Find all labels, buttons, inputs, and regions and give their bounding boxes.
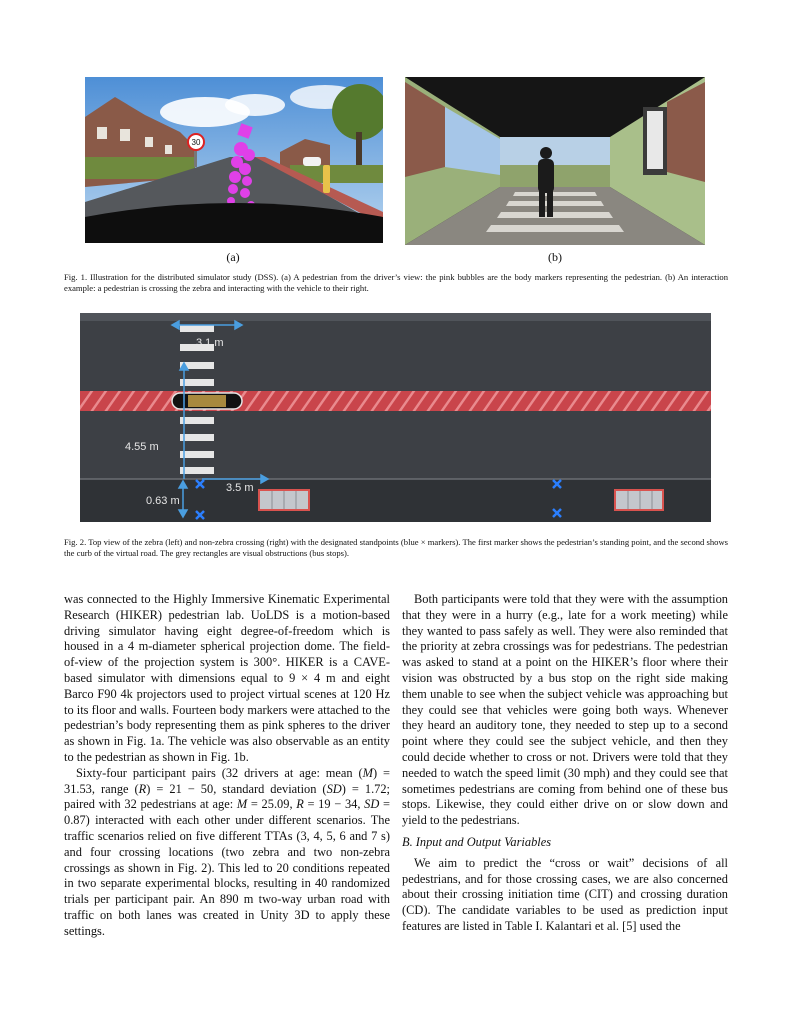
paragraph: Both participants were told that they were with the assumption that they were in a hurry (e.g., late for a work meeting) while they wanted to pass safely as well. They were also reminded that the priority at zebra crossings was for pedestrians. The pedestrian was asked to stand at a point on the HIKER’s floor where their vision was obstructed by a bus stop on the right side making them unable to see when the subject vehicle was approaching but they could see that vehicles were going both ways. Whenever they heard an auditory tone, they needed to step up to a second point where they could see the subject vehicle, and then they could decide whether to cross or not. Drivers were told that they needed to watch the speed limit (30 mph) and they could see that sometimes pedestrians are coming from behind one of these bus stops. Likewise, they could either drive on or slow down and yield to the pedestrians. <box>402 592 728 828</box>
section-heading: B. Input and Output Variables <box>402 834 552 849</box>
refuge-island-fill <box>188 395 226 407</box>
bus-stop-right <box>614 489 664 511</box>
parked-car <box>303 157 321 166</box>
left-text-column <box>64 592 390 940</box>
figure-1b-label: (b) <box>548 250 562 264</box>
body-marker <box>240 188 250 198</box>
marker-gap-label: 0.63 m <box>146 495 180 507</box>
figure-1a-driver-view <box>85 77 383 243</box>
zebra-width-label: 3.1 m <box>196 337 224 349</box>
body-marker <box>228 184 238 194</box>
cloud <box>225 94 285 116</box>
body-marker <box>243 149 255 161</box>
window <box>145 137 153 147</box>
figure-1-caption: Fig. 1. Illustration for the distributed simulator study (DSS). (a) A pedestrian from the driver’s view: the pink bubbles are the body markers representing the pedestrian. (b) An interaction example: a pedestrian is crossing the zebra and interacting with the vehicle to their right. <box>64 272 728 294</box>
front-wall-ground <box>500 165 610 187</box>
window <box>120 129 130 141</box>
driver-view-illustration <box>85 77 383 243</box>
figure-1b-cave-view <box>405 77 705 245</box>
figure-2-top-view <box>80 313 711 522</box>
bus-stop-left <box>258 489 310 511</box>
right-text-column <box>402 592 728 935</box>
participants-paragraph: Sixty-four participant pairs (32 drivers at age: mean (M) = 31.53, range (R) = 21 − 50, standard deviation (SD) = 1.72; paired with 32 pedestrians at age: M = 25.09, R = 19 − 34, SD = 0.87) interacted with each other under different scenarios. The traffic scenarios relied on five different TTAs (3, 4, 5, 6 and 7 s) and four crossing locations (two zebra and two non-zebra crossings as shown in Fig. 2). This led to 20 conditions repeated in two separate experimental blocks, resulting in 40 randomized trials per participant pair. An 890 m two-way urban road with traffic on both lanes was created in Unity 3D to apply these settings. <box>64 765 390 938</box>
window <box>165 145 172 154</box>
bus-stop-panel <box>647 111 663 169</box>
paragraph: was connected to the Highly Immersive Kinematic Experimental Research (HIKER) pedestrian lab. UoLDS is a motion-based driving simulator having eight degree-of-freedom which is housed in a 4 m-diameter spherical projection dome. The field-of-view of the projection system is 300°. HIKER is a CAVE-based simulator with dimensions equal to 9 × 4 m and eight Barco F90 4k projectors used to project virtual scenes at 120 Hz to its floor and walls. Fourteen body markers were attached to the pedestrian’s body representing them as pink spheres to the driver as shown in Fig. 1a. The vehicle was also observable as an entity to the pedestrian as shown in Fig. 1b. <box>64 592 390 764</box>
body-marker <box>242 176 252 186</box>
far-pavement <box>80 313 711 321</box>
sign-post <box>194 149 197 167</box>
cave-lab-illustration <box>405 77 705 245</box>
figure-1a-label: (a) <box>226 250 240 264</box>
body-marker <box>239 163 251 175</box>
body-marker <box>229 171 241 183</box>
bus-stop-offset-label: 3.5 m <box>226 482 254 494</box>
standpoint-distance-label: 4.55 m <box>125 441 159 453</box>
bollard <box>323 165 330 193</box>
figure-2-caption: Fig. 2. Top view of the zebra (left) and non-zebra crossing (right) with the designated standpoints (blue × markers). The first marker shows the pedestrian’s standing point, and the second shows the curb of the virtual road. The grey rectangles are visual obstructions (bus stops). <box>64 537 728 559</box>
crossing-top-view-diagram <box>80 313 711 522</box>
paragraph: We aim to predict the “cross or wait” decisions of all pedestrians, and for those crossing cases, we are also concerned about their crossing initiation time (CIT) and crossing duration (CD). The candidate variables to be used as prediction input features are listed in Table I. Kalantari et al. [5] used the <box>402 855 728 933</box>
speed-limit-value: 30 <box>191 138 201 147</box>
window <box>97 127 107 139</box>
